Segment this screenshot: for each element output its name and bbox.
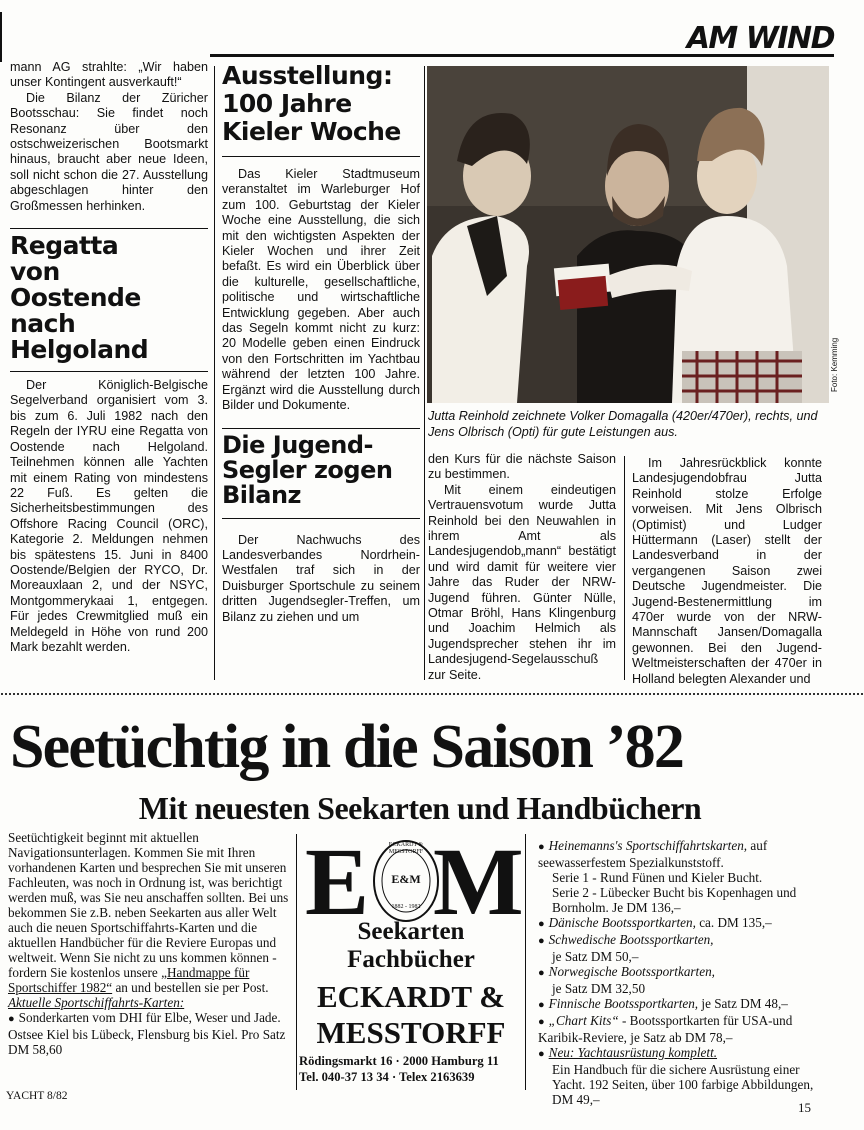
logo-phone: Tel. 040-37 13 34 · Telex 2163639 xyxy=(299,1070,475,1084)
ad-right-item-6-title: „Chart Kits“ xyxy=(548,1013,619,1028)
footer-page-number: 15 xyxy=(798,1100,811,1115)
ad-right-item-4 xyxy=(538,964,828,981)
col2-body-2-p: Der Nachwuchs des Landesverbandes Nordrhein-Westfalen traf sich in der Duisburger Sportschule zu seinem dritten Jugendsegler-Treffen, um Bilanz zu ziehen und um xyxy=(222,532,420,624)
col2-headline-2: Die Jugend-Segler zogen Bilanz xyxy=(222,430,393,509)
ad-right-item-1-title: Heinemanns's Sportschiffahrtskarten, xyxy=(548,838,748,853)
left-margin-mark xyxy=(0,12,2,62)
ad-logo-box xyxy=(296,828,526,1090)
col2-body-1-p: Das Kieler Stadtmuseum veranstaltet im Warleburger Hof zum 100. Geburtstag der Kieler Woche eine Ausstellung, die sich mit den wichtigsten Aspekten der Kieler Wochen und ihrer Zeit befaßt. Es wird ein Überblick über die kulturelle, gesellschaftliche, politische und wirtschaftliche Entwicklung gegeben. Aber auch das Segeln kommt nicht zu kurz: 20 Modelle geben einen Eindruck von den Fortschritten im Yachtbau während der letzten 100 Jahre. Ergänzt wird die Ausstellung durch Bilder und Dokumente. xyxy=(222,167,420,413)
col1-intro-p1: mann AG strahlte: „Wir haben unser Kontingent ausverkauft!“ xyxy=(10,60,208,90)
col1-intro xyxy=(10,60,208,214)
ad-left-after-link: an und bestellen sie per Post. xyxy=(112,980,269,995)
ad-right-item-5 xyxy=(538,996,828,1013)
ad-right-item-4-text: je Satz DM 32,50 xyxy=(552,981,646,996)
logo-address: Rödingsmarkt 16 · 2000 Hamburg 11 xyxy=(299,1054,499,1068)
col1-headline: Regatta von Oostende nach Helgoland xyxy=(10,231,149,365)
ad-left-section-title: Aktuelle Sportschiffahrts-Karten: xyxy=(8,995,185,1010)
column-3 xyxy=(428,452,616,680)
ad-right-item-4-title: Norwegische Bootssportkarten, xyxy=(548,964,715,979)
col2-divider-2 xyxy=(222,428,420,429)
award-photo xyxy=(427,66,829,403)
ad-right-item-1-text: auf seewasserfestem Spezialkunststoff. xyxy=(538,838,768,870)
ad-right-item-7-text: Ein Handbuch für die sichere Ausrüstung einer Yacht. 192 Seiten, über 100 farbige Abbildungen, DM 49,– xyxy=(552,1062,814,1107)
ad-right-item-5-title: Finnische Bootssportkarten, xyxy=(548,996,699,1011)
col1-body-p: Der Königlich-Belgische Segelverband organisiert vom 3. bis zum 6. Juli 1982 nach den Regeln der IYRU eine Regatta von Oostende nach Helgoland. Teilnehmen können alle Yachten mit einem Rating von mindestens 22 Fuß. Es gelten die Sicherheitsbestimmungen des Offshore Racing Council (ORC), Kategorie 2. Meldungen nehmen bis spätestens 15. Juni in 8400 Oostende/Belgien der RYCO, Dr. Moreauxlaan 2, und der NSYC, Montgommerykaai 1, entgegen. Für jedes Crewmitglied muß ein Meldegeld in Höhe von rund 200 Mark bezahlt werden. xyxy=(10,378,208,654)
logo-line-fachbuecher: Fachbücher xyxy=(347,946,475,973)
ad-left-intro-text: Seetüchtigkeit beginnt mit aktuellen Navigationsunterlagen. Kommen Sie mit Ihren vorhandenen Karten und besprechen Sie mit unseren Fachleuten, was noch in Ordnung ist, was berichtigt werden muß, was Sie neu anschaffen sollten. Bei uns bekommen Sie z.B. neben Seekarten aus aller Welt auch die neuen Sportschiffahrts-Karten und die aktuellen Handbücher für die Reviere Europas und weltweit. Wenn Sie nicht zu uns kommen können - fordern Sie kostenlos unsere xyxy=(8,830,289,980)
ad-right-item-7 xyxy=(538,1045,828,1062)
logo-letter-m: M xyxy=(433,828,524,935)
col3-body xyxy=(428,452,616,683)
ad-right-item-5-text: je Satz DM 48,– xyxy=(698,996,788,1011)
ad-right-item-2 xyxy=(538,915,828,932)
handmappe-link[interactable]: „Handmappe für Sportschiffer 1982“ xyxy=(8,965,250,995)
ad-right-item-3-text: je Satz DM 50,– xyxy=(552,949,639,964)
section-title: AM WIND xyxy=(686,21,834,56)
col4-body xyxy=(632,456,822,687)
ad-right-item-2-title: Dänische Bootssportkarten, xyxy=(548,915,696,930)
ad-separator xyxy=(0,692,864,697)
ad-left-column xyxy=(8,830,290,1090)
logo-seal-inner: E&M xyxy=(391,872,421,886)
col4-body-p: Im Jahresrückblick konnte Landesjugendobfrau Jutta Reinhold stolze Erfolge vorweisen. Mit Jens Olbrisch (Optimist) und Ludger Hüttermann (Laser) stellt der Landesverband in der vergangenen Saison zwei Deutsche Jugendmeister. Die Jugend-Bestenermittlung im 470er wurde von der NRW-Mannschaft Jansen/Domagalla gewonnen. Bei den Jugend-Weltmeisterschaften der 470er in Holland belegten Alexander und xyxy=(632,456,822,686)
column-divider-1 xyxy=(214,66,215,680)
col3-body-p1: den Kurs für die nächste Saison zu bestimmen. xyxy=(428,452,616,482)
photo-illustration xyxy=(427,66,829,403)
ad-right-item-6-text: - Bootssportkarten für USA-und Karibik-Reviere, je Satz ab DM 78,– xyxy=(538,1013,793,1045)
col2-headline-1: Ausstellung: 100 Jahre Kieler Woche xyxy=(222,61,401,146)
col3-body-p2: Mit einem eindeutigen Vertrauensvotum wurde Jutta Reinhold bei den Neuwahlen in ihrem Amt als Landesjugendob„mann“ bestätigt und wird damit für weitere vier Jahre das Ruder der NRW-Jugend führen. Günter Nülle, Otmar Bröhl, Hans Klingenburg und Joachim Helmich als Jugendsprecher stehen ihr im Landesjugend-Segelausschuß zur Seite. xyxy=(428,482,616,682)
logo-letter-e: E xyxy=(305,828,370,935)
logo-line-seekarten: Seekarten xyxy=(357,918,465,945)
logo-company-1: ECKARDT & xyxy=(316,979,506,1014)
ad-right-item-1 xyxy=(538,838,828,870)
column-4 xyxy=(632,456,822,686)
ad-right-series-1: Serie 1 - Rund Fünen und Kieler Bucht. xyxy=(552,870,763,885)
logo-seal-text: ECKARDT & MESSTORFF xyxy=(388,842,424,855)
logo-seal-years: 1882 - 1982 xyxy=(391,904,421,910)
ad-right-item-2-text: ca. DM 135,– xyxy=(695,915,772,930)
photo-caption: Jutta Reinhold zeichnete Volker Domagalla (420er/470er), rechts, und Jens Olbrisch (Opti) für gute Leistungen aus. xyxy=(428,409,818,439)
photo-credit: Foto: Kemming xyxy=(830,337,839,392)
ad-right-column xyxy=(538,838,828,1107)
col2-body-2 xyxy=(222,533,420,625)
column-2 xyxy=(222,60,420,680)
ad-right-item-7-title: Neu: Yachtausrüstung komplett. xyxy=(548,1045,718,1060)
col2-divider xyxy=(222,156,420,157)
ad-right-series-2: Serie 2 - Lübecker Bucht bis Kopenhagen und Bornholm. Je DM 136,– xyxy=(552,885,797,915)
column-1 xyxy=(10,60,208,680)
ad-right-item-3-title: Schwedische Bootssportkarten, xyxy=(548,932,714,947)
ad-right-item-6 xyxy=(538,1013,828,1045)
col1-body xyxy=(10,378,208,655)
col1-intro-p2: Die Bilanz der Züricher Bootsschau: Sie findet noch Resonanz über den ostschweizerischen Bootsmarkt hinaus, braucht aber neue Ideen, soll nicht schon die 27. Ausstellung abgeschlagen hinter den Großmessen herhinken. xyxy=(10,90,208,213)
col2-body-1 xyxy=(222,167,420,414)
col1-divider-2 xyxy=(10,371,208,372)
col2-divider-3 xyxy=(222,518,420,519)
ad-left-bullet: ● Sonderkarten vom DHI für Elbe, Weser und Jade. Ostsee Kiel bis Lübeck, Flensburg bis Kiel. Pro Satz DM 58,60 xyxy=(8,1010,290,1057)
ad-headline: Seetüchtig in die Saison ’82 xyxy=(10,713,684,781)
column-divider-3 xyxy=(624,456,625,680)
column-divider-2 xyxy=(424,66,425,680)
footer-magazine: YACHT 8/82 xyxy=(6,1090,68,1102)
col1-divider xyxy=(10,228,208,229)
ad-subheadline: Mit neuesten Seekarten und Handbüchern xyxy=(138,790,702,826)
logo-company-2: MESSTORFF xyxy=(316,1015,506,1050)
ad-left-intro xyxy=(8,830,290,995)
ad-right-item-3 xyxy=(538,932,828,949)
